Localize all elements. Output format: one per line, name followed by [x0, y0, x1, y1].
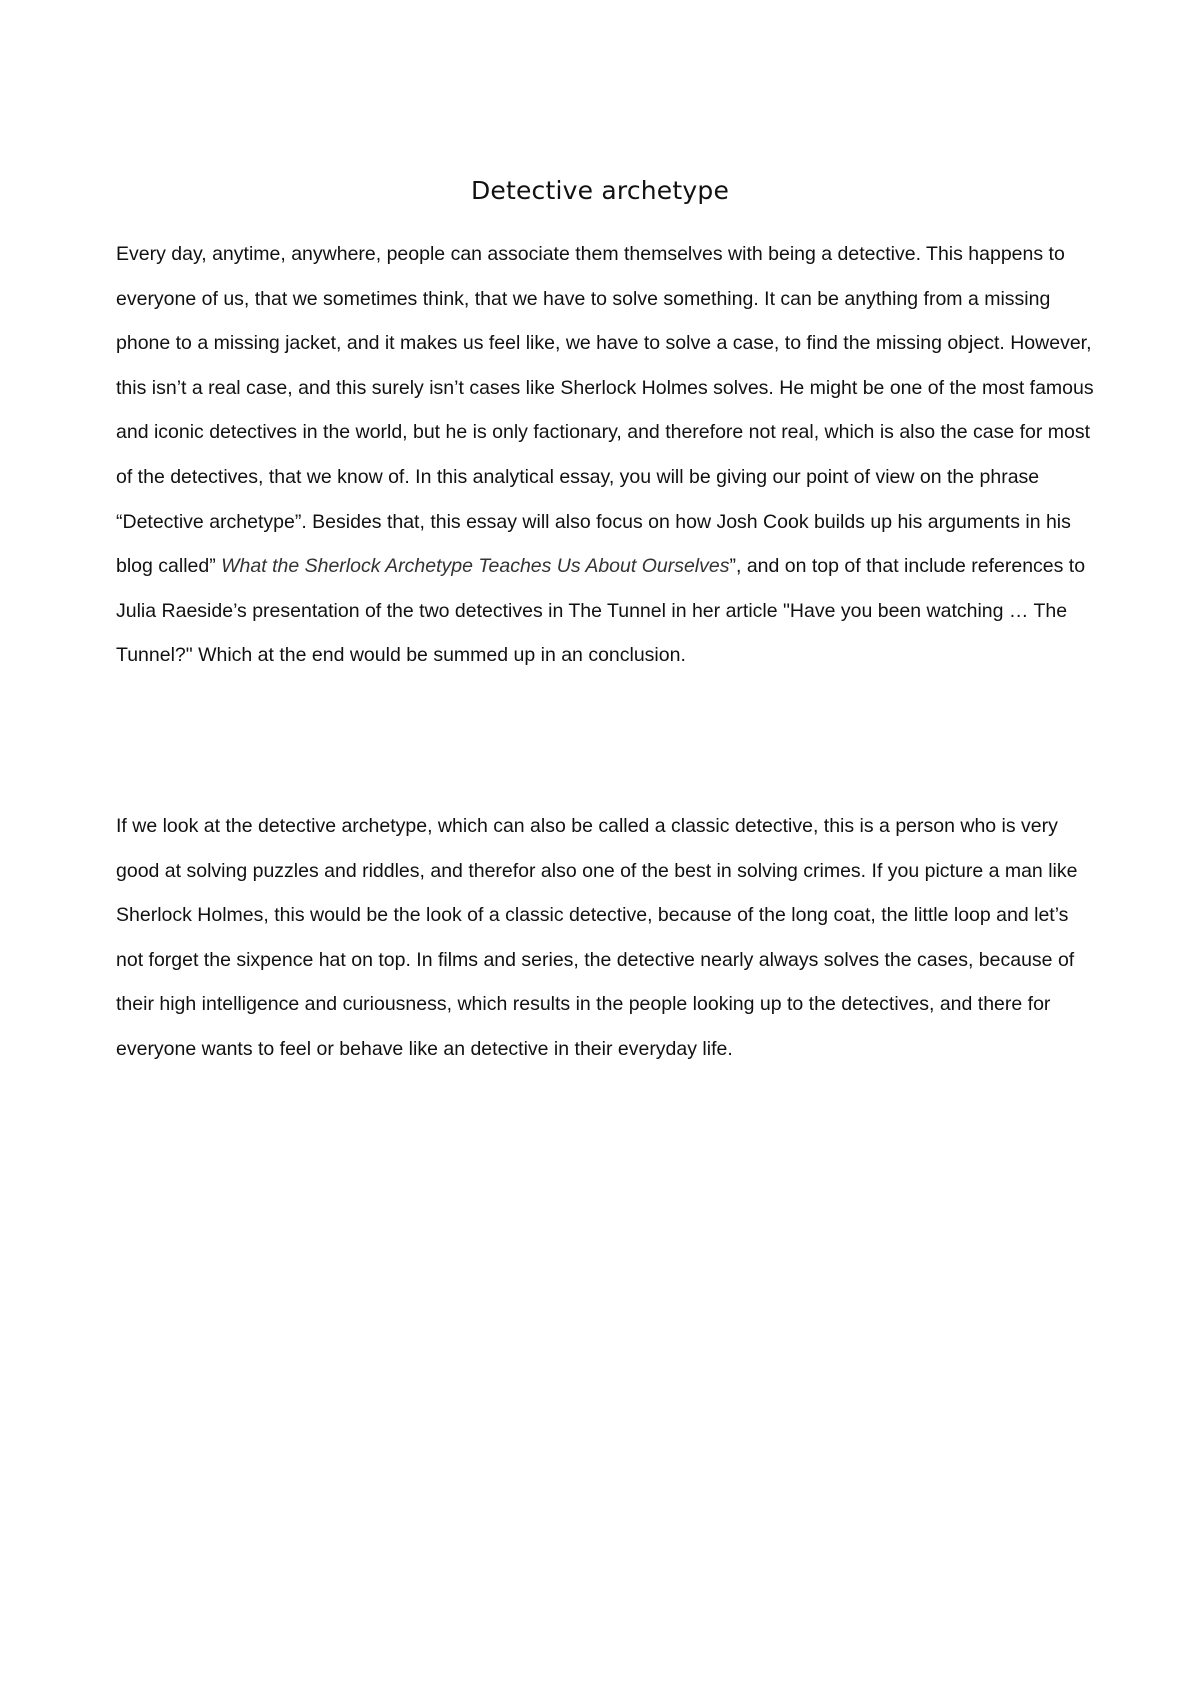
paragraph-intro [116, 232, 1098, 678]
paragraph-archetype: If we look at the detective archetype, which can also be called a classic detective, this is a person who is very good at solving puzzles and riddles, and therefor also one of the best in solving crimes. If you picture a man like Sherlock Holmes, this would be the look of a classic detective, because of the long coat, the little loop and let’s not forget the sixpence hat on top. In films and series, the detective nearly always solves the cases, because of their high intelligence and curiousness, which results in the people looking up to the detectives, and there for everyone wants to feel or behave like an detective in their everyday life. [116, 815, 1078, 1060]
document-title: Detective archetype [470, 176, 730, 205]
paragraph-intro-text-2: ”, and on top of that include references to Julia Raeside’s presentation of the two detectives in The Tunnel in her article "Have you been watching … The Tunnel?" Which at the end would be summed up in an conclusion. [116, 555, 1086, 667]
paragraph-intro-text-1: Every day, anytime, anywhere, people can associate them themselves with being a detective. This happens to everyone of us, that we sometimes think, that we have to solve something. It can be anything from a missing phone to a missing jacket, and it makes us feel like, we have to solve a case, to find the missing object. However, this isn’t a real case, and this surely isn’t cases like Sherlock Holmes solves. He might be one of the most famous and iconic detectives in the world, but he is only factionary, and therefore not real, which is also the case for most of the detectives, that we know of. In this analytical essay, you will be giving our point of view on the phrase “Detective archetype”. Besides that, this essay will also focus on how Josh Cook builds up his arguments in his blog called” [116, 243, 1094, 578]
blog-title-italic: What the Sherlock Archetype Teaches Us About Ourselves [221, 555, 730, 578]
